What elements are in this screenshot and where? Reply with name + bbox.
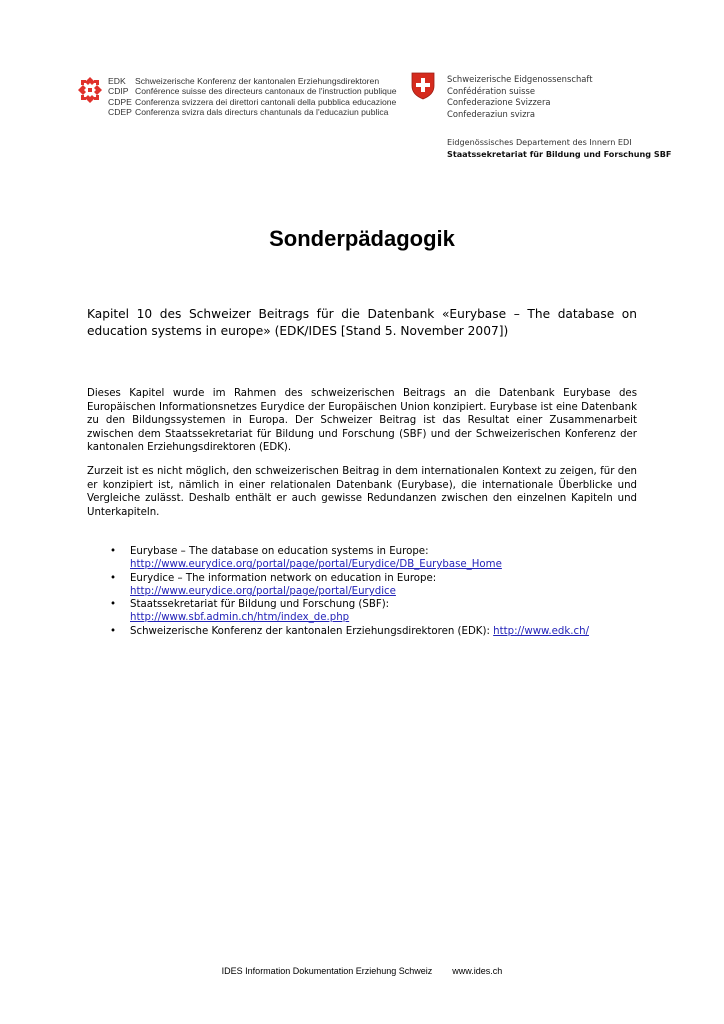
edk-link[interactable]: http://www.edk.ch/ [493, 625, 590, 637]
list-item [110, 625, 650, 638]
bullet-icon: • [110, 625, 117, 637]
context-paragraph: Zurzeit ist es nicht möglich, den schweizerischen Beitrag in dem internationalen Kontext zu zeigen, für den er konzipiert ist, nämlich in einer relationalen Datenbank (Eurybase), die internationale Überblicke und Vergleiche zulässt. Deshalb enthält er auch gewisse Redundanzen zwischen den einzelnen Kapiteln und Unterkapiteln. [87, 466, 637, 518]
edk-abbr: CDPE [108, 96, 132, 107]
confederation-name: Confédération suisse [447, 85, 536, 96]
department-name: Eidgenössisches Departement des Innern EDI [447, 137, 632, 147]
edk-row [108, 97, 397, 107]
edk-abbr: EDK [108, 76, 126, 86]
swiss-coat-of-arms-icon [411, 72, 435, 100]
link-label: Schweizerische Konferenz der kantonalen Erziehungsdirektoren (EDK): [130, 625, 490, 637]
sbf-link[interactable]: http://www.sbf.admin.ch/htm/index_de.php [130, 612, 350, 624]
link-label: Staatssekretariat für Bildung und Forschung (SBF): [130, 599, 390, 611]
edk-row [108, 86, 397, 96]
link-label: Eurybase – The database on education systems in Europe: [130, 546, 429, 557]
edk-abbr: CDIP [108, 86, 129, 97]
confederation-names [447, 74, 592, 121]
reference-link-list [110, 545, 650, 638]
bullet-icon: • [110, 546, 117, 557]
confederation-name: Confederazione Svizzera [447, 97, 551, 108]
list-item [110, 572, 650, 599]
link-label: Eurydice – The information network on education in Europe: [130, 572, 437, 584]
list-item [110, 545, 650, 572]
edk-text: Schweizerische Konferenz der kantonalen Erziehungsdirektoren [135, 76, 380, 86]
page-footer [0, 966, 724, 976]
footer-org: IDES Information Dokumentation Erziehung Schweiz [221, 966, 433, 976]
edk-text: Conferenza svizra dals directurs chantunals da l'educaziun publica [135, 106, 389, 117]
secretariat-name: Staatssekretariat für Bildung und Forschung SBF [447, 148, 672, 159]
footer-site: www.ides.ch [452, 966, 503, 976]
edk-row [108, 76, 397, 86]
edk-row [108, 107, 397, 117]
intro-paragraph: Dieses Kapitel wurde im Rahmen des schweizerischen Beitrags an die Datenbank Eurybase des Europäischen Informationsnetzes Eurydice der Europäischen Union konzipiert. Eurybase ist eine Datenbank zu den Bildungssystemen in Europa. Der Schweizer Beitrag ist das Resultat einer Zusammenarbeit zwischen dem Staatssekretariat für Bildung und Forschung (SBF) und der Schweizerischen Konferenz der kantonalen Erziehungsdirektoren (EDK). [87, 388, 637, 454]
eurybase-link[interactable]: http://www.eurydice.org/portal/page/portal/Eurydice/DB_Eurybase_Home [130, 559, 502, 571]
edk-abbr: CDEP [108, 106, 132, 117]
confederation-name: Schweizerische Eidgenossenschaft [447, 74, 593, 84]
bullet-icon: • [110, 572, 117, 584]
edk-names [108, 76, 397, 117]
document-subtitle: Kapitel 10 des Schweizer Beitrags für die Datenbank «Eurybase – The database on education systems in europe» (EDK/IDES [Stand 5. November 2007]) [87, 307, 637, 338]
department-block [447, 137, 671, 160]
eurydice-link[interactable]: http://www.eurydice.org/portal/page/portal/Eurydice [130, 585, 396, 597]
confederation-name: Confederaziun svizra [447, 109, 536, 120]
bullet-icon: • [110, 599, 117, 611]
list-item [110, 598, 650, 625]
edk-text: Conferenza svizzera dei direttori cantonali della pubblica educazione [135, 96, 397, 107]
page-title: Sonderpädagogik [269, 226, 455, 251]
edk-text: Conférence suisse des directeurs cantonaux de l'instruction publique [135, 86, 397, 97]
edk-logo [77, 76, 103, 104]
